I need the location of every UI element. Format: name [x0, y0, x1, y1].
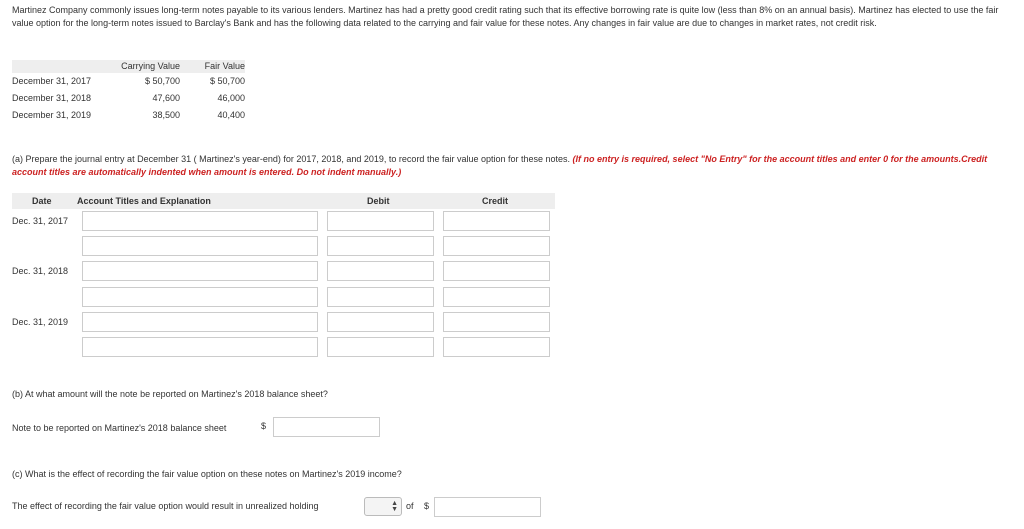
account-title-input[interactable]: [82, 337, 318, 357]
entry-date-2019: Dec. 31, 2019: [12, 317, 69, 327]
credit-amount-input[interactable]: [443, 287, 550, 307]
chevron-up-down-icon: ▲ ▼: [391, 500, 398, 513]
debit-amount-input[interactable]: [327, 211, 434, 231]
debit-amount-input[interactable]: [327, 287, 434, 307]
part-c-question: (c) What is the effect of recording the fair value option on these notes on Martinez's 2019 income?: [12, 469, 402, 479]
credit-amount-input[interactable]: [443, 211, 550, 231]
account-column-header: Account Titles and Explanation: [77, 196, 211, 206]
account-title-input[interactable]: [82, 287, 318, 307]
debit-amount-input[interactable]: [327, 312, 434, 332]
table-row: [12, 107, 245, 124]
date-column-header: Date: [32, 196, 52, 206]
part-a-question-text: (a) Prepare the journal entry at December 31 ( Martinez's year-end) for 2017, 2018, and 2019, to record the fair value option for these notes.: [12, 154, 571, 164]
table-header-row: [12, 60, 245, 73]
unrealized-amount-input[interactable]: [434, 497, 541, 517]
carrying-value-cell: 38,500: [152, 110, 180, 120]
part-b-question: (b) At what amount will the note be reported on Martinez's 2018 balance sheet?: [12, 389, 328, 399]
account-title-input[interactable]: [82, 261, 318, 281]
credit-amount-input[interactable]: [443, 312, 550, 332]
part-b-currency: $: [261, 421, 267, 431]
carrying-value-cell: 47,600: [152, 93, 180, 103]
row-label: December 31, 2019: [12, 110, 92, 120]
debit-column-header: Debit: [367, 196, 390, 206]
account-title-input[interactable]: [82, 312, 318, 332]
table-row: [12, 73, 245, 90]
part-c-of-label: of: [406, 501, 414, 511]
account-title-input[interactable]: [82, 236, 318, 256]
part-b-label: Note to be reported on Martinez's 2018 balance sheet: [12, 423, 227, 433]
debit-amount-input[interactable]: [327, 337, 434, 357]
debit-amount-input[interactable]: [327, 261, 434, 281]
debit-amount-input[interactable]: [327, 236, 434, 256]
row-label: December 31, 2017: [12, 76, 92, 86]
journal-entry-header: [12, 193, 555, 209]
fair-value-cell: 46,000: [217, 93, 245, 103]
entry-date-2017: Dec. 31, 2017: [12, 216, 69, 226]
note-balance-input[interactable]: [273, 417, 380, 437]
credit-amount-input[interactable]: [443, 337, 550, 357]
account-title-input[interactable]: [82, 211, 318, 231]
problem-intro: Martinez Company commonly issues long-term notes payable to its various lenders. Martinez has had a pretty good credit rating such that its effective borrowing rate is quite low (less than 8% on an annual basis). Martinez has elected to use the fair value option for the long-term notes issued to Barclay's Bank and has the following data related to the carrying and fair value for these notes. Any changes in fair value are due to changes in market rates, not credit risk.: [12, 5, 999, 28]
fair-value-header: Fair Value: [180, 60, 245, 73]
carrying-fair-value-table: [12, 60, 245, 124]
row-label: December 31, 2018: [12, 93, 92, 103]
part-c-currency: $: [424, 501, 430, 511]
gain-loss-select[interactable]: [364, 497, 402, 516]
credit-amount-input[interactable]: [443, 261, 550, 281]
part-c-label: The effect of recording the fair value option would result in unrealized holding: [12, 501, 319, 511]
entry-date-2018: Dec. 31, 2018: [12, 266, 69, 276]
table-row: [12, 90, 245, 107]
part-a-question: [12, 153, 1017, 179]
credit-column-header: Credit: [482, 196, 509, 206]
carrying-value-header: Carrying Value: [92, 60, 180, 73]
carrying-value-cell: $ 50,700: [144, 76, 180, 86]
credit-amount-input[interactable]: [443, 236, 550, 256]
part-a-instruction: (If no entry is required, select "No Entry" for the account titles and enter 0 for the amounts.Credit account titles are automatically indented when amount is entered. Do not indent manually.): [12, 154, 988, 177]
fair-value-cell: 40,400: [217, 110, 245, 120]
fair-value-cell: $ 50,700: [209, 76, 245, 86]
